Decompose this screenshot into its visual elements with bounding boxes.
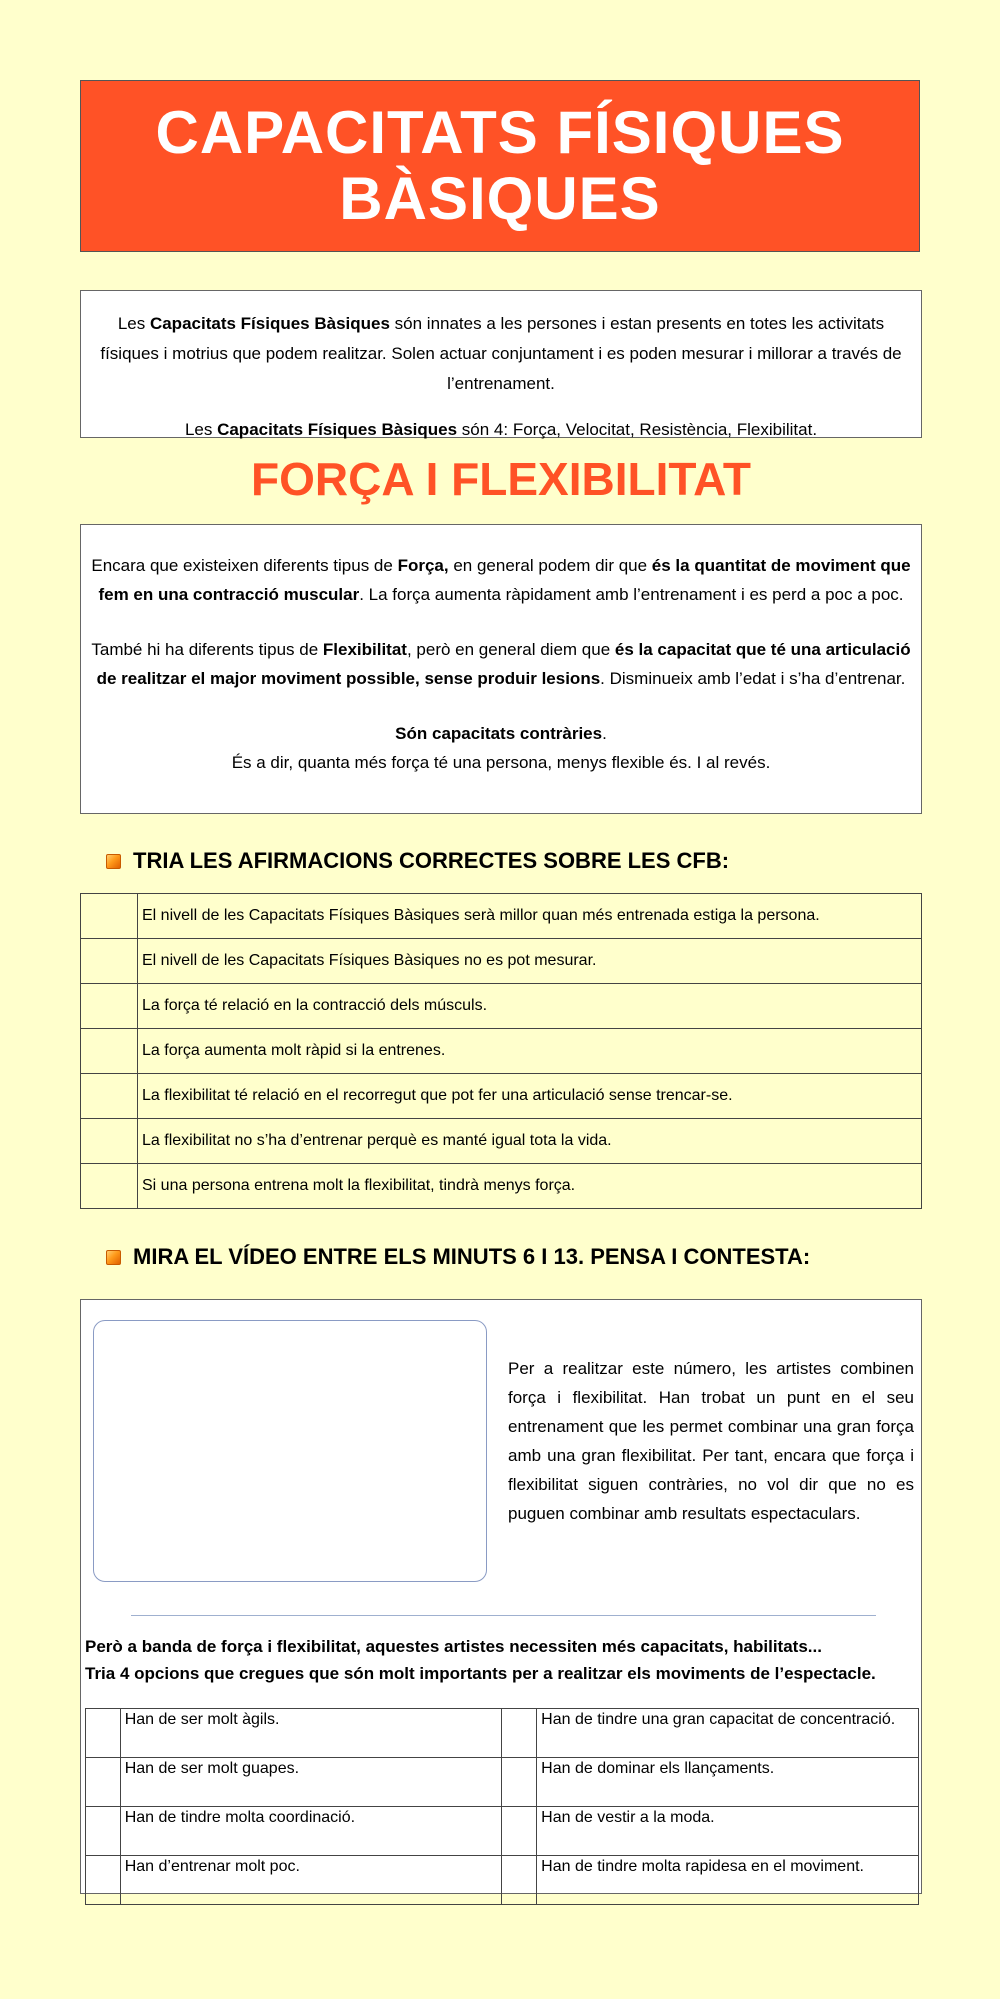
video-description: Per a realitzar este número, les artistes combinen força i flexibilitat. Han trobat un punt en el seu entrenament que les permet combinar una gran força amb una gran flexibilitat. Per tant, encara que força i flexibilitat siguen contràries, no vol dir que no es puguen combinar amb resultats espectaculars. [508, 1359, 914, 1523]
page-title: CAPACITATS FÍSIQUES BÀSIQUES [155, 99, 845, 232]
section-title-force-flex: FORÇA I FLEXIBILITAT [251, 453, 751, 505]
contrary-paragraph: Són capacitats contràries. És a dir, quanta més força té una persona, menys flexible és. I al revés. [231, 724, 771, 772]
bullet-icon [106, 1250, 121, 1265]
question-line-2: Tria 4 opcions que cregues que són molt importants per a realitzar els moviments de l’espectacle. [85, 1664, 876, 1683]
answer-checkbox[interactable] [81, 1029, 138, 1074]
option-checkbox[interactable] [86, 1856, 121, 1905]
video-box [80, 1299, 922, 1894]
answer-checkbox[interactable] [81, 894, 138, 939]
options-table [85, 1708, 919, 1905]
statement-text: La força té relació en la contracció dels músculs. [138, 984, 922, 1029]
table-row [81, 1119, 922, 1164]
option-checkbox[interactable] [502, 1807, 537, 1856]
statement-text: Si una persona entrena molt la flexibilitat, tindrà menys força. [138, 1164, 922, 1209]
table-row [81, 1074, 922, 1119]
flex-paragraph: També hi ha diferents tipus de Flexibilitat, però en general diem que és la capacitat que té una articulació de realitzar el major moviment possible, sense produir lesions. Disminueix amb l’edat i s’ha d’entrenar. [91, 640, 911, 688]
statement-text: El nivell de les Capacitats Físiques Bàsiques no es pot mesurar. [138, 939, 922, 984]
statement-text: La flexibilitat no s’ha d’entrenar perquè es manté igual tota la vida. [138, 1119, 922, 1164]
statements-table [80, 893, 922, 1209]
answer-checkbox[interactable] [81, 1074, 138, 1119]
statement-text: El nivell de les Capacitats Físiques Bàsiques serà millor quan més entrenada estiga la persona. [138, 894, 922, 939]
table-row [81, 1029, 922, 1074]
table-row [86, 1856, 919, 1905]
option-text: Han de dominar els llançaments. [537, 1758, 919, 1807]
option-checkbox[interactable] [502, 1758, 537, 1807]
option-text: Han de ser molt guapes. [120, 1758, 502, 1807]
table-row [86, 1807, 919, 1856]
table-row [81, 984, 922, 1029]
option-text: Han de tindre molta rapidesa en el moviment. [537, 1856, 919, 1905]
section-heading-video: MIRA EL VÍDEO ENTRE ELS MINUTS 6 I 13. PENSA I CONTESTA: [106, 1244, 810, 1270]
option-text: Han d’entrenar molt poc. [120, 1856, 502, 1905]
answer-checkbox[interactable] [81, 1164, 138, 1209]
section-heading-cfb: TRIA LES AFIRMACIONS CORRECTES SOBRE LES CFB: [106, 848, 729, 874]
option-checkbox[interactable] [86, 1807, 121, 1856]
option-checkbox[interactable] [86, 1709, 121, 1758]
bullet-icon [106, 854, 121, 869]
option-checkbox[interactable] [86, 1758, 121, 1807]
answer-checkbox[interactable] [81, 939, 138, 984]
table-row [86, 1758, 919, 1807]
table-row [81, 894, 922, 939]
statement-text: La flexibilitat té relació en el recorregut que pot fer una articulació sense trencar-se. [138, 1074, 922, 1119]
option-checkbox[interactable] [502, 1709, 537, 1758]
option-text: Han de tindre una gran capacitat de concentració. [537, 1709, 919, 1758]
question-line-1: Però a banda de força i flexibilitat, aquestes artistes necessiten més capacitats, habilitats... [85, 1637, 822, 1656]
answer-checkbox[interactable] [81, 984, 138, 1029]
intro-paragraph-1: Les Capacitats Físiques Bàsiques són innates a les persones i estan presents en totes les activitats físiques i motrius que podem realitzar. Solen actuar conjuntament i es poden mesurar i millorar a través de l’entrenament. [100, 314, 902, 393]
divider [131, 1615, 876, 1616]
force-paragraph: Encara que existeixen diferents tipus de Força, en general podem dir que és la quantitat de moviment que fem en una contracció muscular. La força aumenta ràpidament amb l’entrenament i es perd a poc a poc. [91, 556, 911, 604]
table-row [81, 939, 922, 984]
force-flex-box [80, 524, 922, 814]
option-text: Han de vestir a la moda. [537, 1807, 919, 1856]
table-row [81, 1164, 922, 1209]
statement-text: La força aumenta molt ràpid si la entrenes. [138, 1029, 922, 1074]
intro-paragraph-2: Les Capacitats Físiques Bàsiques són 4: Força, Velocitat, Resistència, Flexibilitat. [184, 420, 818, 439]
option-text: Han de tindre molta coordinació. [120, 1807, 502, 1856]
option-text: Han de ser molt àgils. [120, 1709, 502, 1758]
video-player[interactable] [93, 1320, 487, 1582]
answer-checkbox[interactable] [81, 1119, 138, 1164]
option-checkbox[interactable] [502, 1856, 537, 1905]
table-row [86, 1709, 919, 1758]
intro-box [80, 290, 922, 438]
title-banner [80, 80, 920, 252]
